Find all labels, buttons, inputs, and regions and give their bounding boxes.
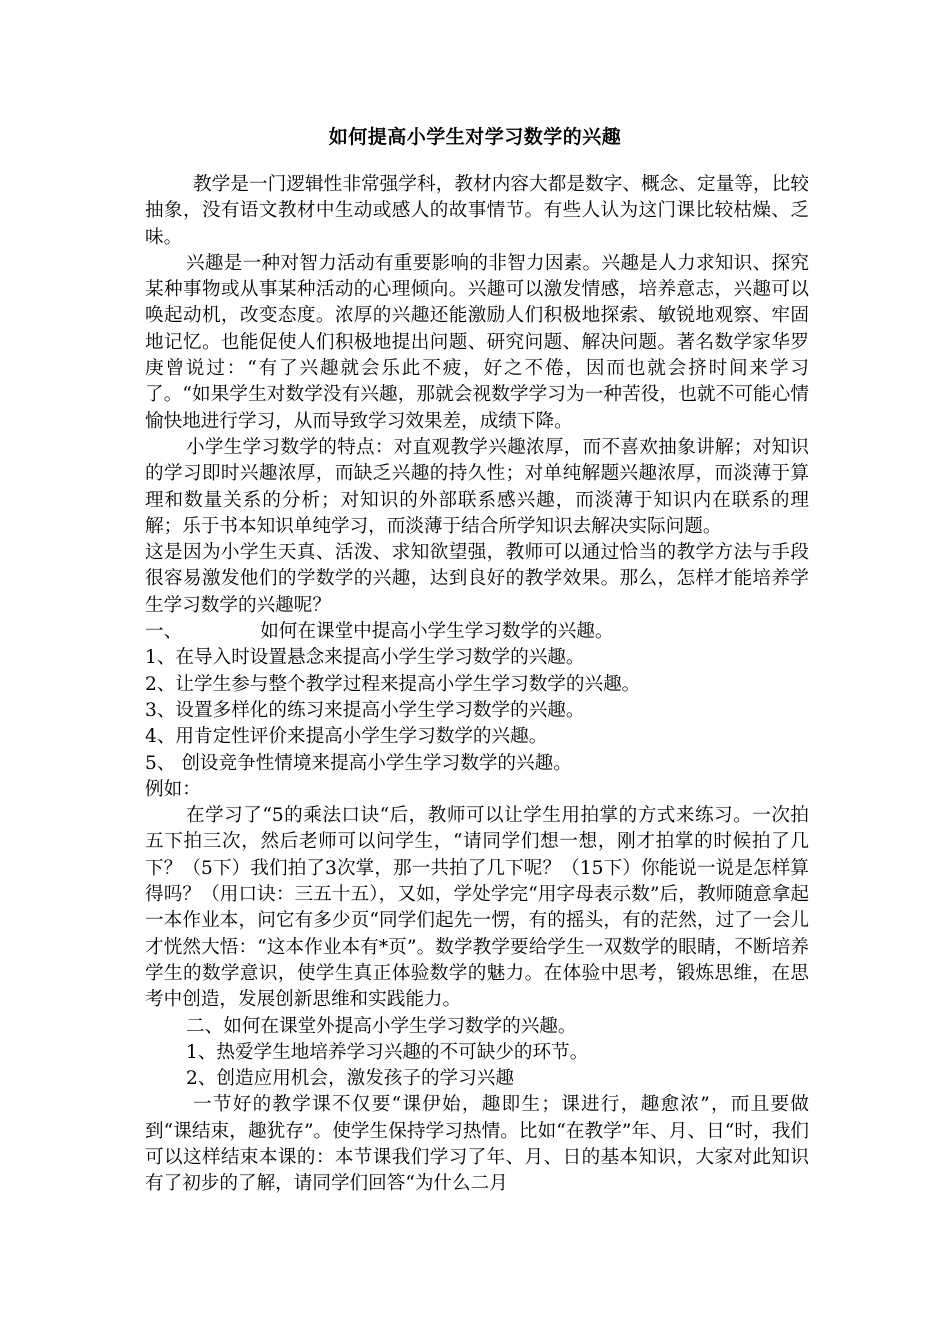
document-title: 如何提高小学生对学习数学的兴趣 <box>328 126 622 148</box>
section-1-number: 一、 <box>145 621 183 643</box>
document-body <box>145 172 809 1198</box>
section-1-item-1: 1、在导入时设置悬念来提高小学生学习数学的兴趣。 <box>145 647 585 669</box>
paragraph-example: 在学习了“5的乘法口诀“后，教师可以让学生用拍掌的方式来练习。一次拍五下拍三次，然后老师可以问学生，“请同学们想一想，刚才拍掌的时候拍了几下？（5下）我们拍了3次掌，那一共拍了几下呢？（15下）你能说一说是怎样算得吗？（用口诀：三五十五），又如，学处学完“用字母表示数”后，教师随意拿起一本作业本，问它有多少页“同学们起先一愣，有的摇头，有的茫然，过了一会儿才恍然大悟：“这本作业本有*页”。数学教学要给学生一双数学的眼睛，不断培养学生的数学意识，使学生真正体验数学的魅力。在体验中思考，锻炼思维，在思考中创造，发展创新思维和实践能力。 <box>145 805 809 1011</box>
paragraph-characteristics: 小学生学习数学的特点：对直观教学兴趣浓厚，而不喜欢抽象讲解；对知识的学习即时兴趣浓厚，而缺乏兴趣的持久性；对单纯解题兴趣浓厚，而淡薄于算理和数量关系的分析；对知识的外部联系感兴趣，而淡薄于知识内在联系的理解；乐于书本知识单纯学习，而淡薄于结合所学知识去解决实际问题。 <box>145 436 809 537</box>
section-2-heading: 二、如何在课堂外提高小学生学习数学的兴趣。 <box>186 1015 577 1037</box>
section-1-item-5: 5、 创设竞争性情境来提高小学生学习数学的兴趣。 <box>145 752 572 774</box>
section-2-item-1: 1、热爱学生地培养学习兴趣的不可缺少的环节。 <box>186 1041 589 1063</box>
paragraph-closing: 一节好的教学课不仅要“课伊始，趣即生；课进行，趣愈浓”，而且要做到“课结束，趣犹存”。使学生保持学习热情。比如“在教学”年、月、日“时，我们可以这样结束本课的：本节课我们学习了年、月、日的基本知识，大家对此知识有了初步的了解，请同学们回答“为什么二月 <box>145 1094 809 1195</box>
section-1-heading <box>145 619 809 645</box>
section-2-item-2: 2、创造应用机会，激发孩子的学习兴趣 <box>186 1068 514 1090</box>
section-1-title: 如何在课堂中提高小学生学习数学的兴趣。 <box>260 621 614 643</box>
section-1-item-3: 3、设置多样化的练习来提高小学生学习数学的兴趣。 <box>145 699 585 721</box>
section-1-item-2: 2、让学生参与整个教学过程来提高小学生学习数学的兴趣。 <box>145 673 641 695</box>
section-1-item-4: 4、用肯定性评价来提高小学生学习数学的兴趣。 <box>145 726 548 748</box>
paragraph-interest: 兴趣是一种对智力活动有重要影响的非智力因素。兴趣是人力求知识、探究某种事物或从事某种活动的心理倾向。兴趣可以激发情感，培养意志，兴趣可以唤起动机，改变态度。浓厚的兴趣还能激励人们积极地探索、敏锐地观察、牢固地记忆。也能促使人们积极地提出问题、研究问题、解决问题。著名数学家华罗庚曾说过：“有了兴趣就会乐此不疲，好之不倦，因而也就会挤时间来学习了。“如果学生对数学没有兴趣，那就会视数学学习为一种苦役，也就不可能心情愉快地进行学习，从而导致学习效果差，成绩下降。 <box>145 252 809 432</box>
paragraph-reason: 这是因为小学生天真、活泼、求知欲望强，教师可以通过恰当的教学方法与手段很容易激发他们的学数学的兴趣，达到良好的教学效果。那么，怎样才能培养学生学习数学的兴趣呢？ <box>145 542 809 616</box>
example-label: 例如： <box>145 778 201 800</box>
paragraph-intro: 教学是一门逻辑性非常强学科，教材内容大都是数字、概念、定量等，比较抽象，没有语文教材中生动或感人的故事情节。有些人认为这门课比较枯燥、乏味。 <box>145 174 809 248</box>
